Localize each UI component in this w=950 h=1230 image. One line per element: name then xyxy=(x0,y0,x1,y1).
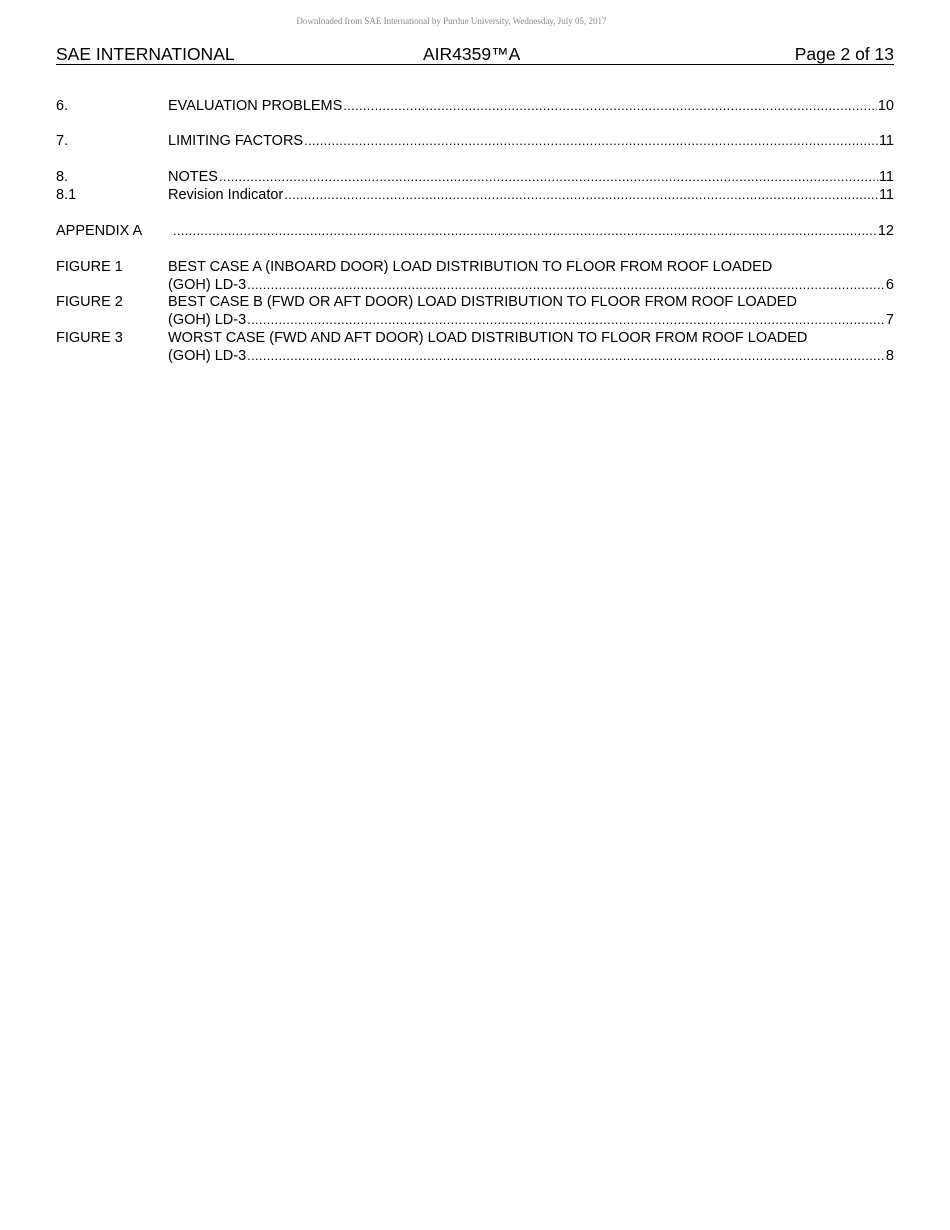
toc-leader-dots xyxy=(247,347,885,365)
toc-figure-2[interactable] xyxy=(56,293,894,311)
toc-figure-2-continued[interactable] xyxy=(56,311,894,329)
page-header xyxy=(56,44,894,65)
toc-leader-dots xyxy=(173,222,877,240)
toc-leader-dots xyxy=(304,132,878,150)
toc-entry-title: EVALUATION PROBLEMS xyxy=(168,98,343,114)
toc-figure-title: BEST CASE A (INBOARD DOOR) LOAD DISTRIBUTION TO FLOOR FROM ROOF LOADED xyxy=(168,259,773,275)
toc-entry-title: NOTES xyxy=(168,169,218,185)
toc-figure-3[interactable] xyxy=(56,329,894,347)
header-document-number: AIR4359™A xyxy=(423,44,521,64)
toc-entry-page: 10 xyxy=(877,98,894,114)
toc-figure-title: BEST CASE B (FWD OR AFT DOOR) LOAD DISTRIBUTION TO FLOOR FROM ROOF LOADED xyxy=(168,294,797,310)
toc-entry-number: 7. xyxy=(56,133,69,149)
toc-leader-dots xyxy=(284,186,878,204)
toc-entry-number: 6. xyxy=(56,98,69,114)
toc-figure-page: 6 xyxy=(885,277,894,293)
toc-leader-dots xyxy=(247,276,885,294)
toc-entry-page: 11 xyxy=(878,187,894,203)
toc-figure-number: FIGURE 2 xyxy=(56,294,123,310)
toc-figure-page: 8 xyxy=(885,348,894,364)
toc-entry-6[interactable] xyxy=(56,97,894,115)
toc-figure-title-continued: (GOH) LD-3 xyxy=(168,312,247,328)
toc-figure-1[interactable] xyxy=(56,258,894,276)
toc-entry-8[interactable] xyxy=(56,168,894,186)
toc-figure-title: WORST CASE (FWD AND AFT DOOR) LOAD DISTRIBUTION TO FLOOR FROM ROOF LOADED xyxy=(168,330,808,346)
toc-entry-title: LIMITING FACTORS xyxy=(168,133,304,149)
toc-figure-1-continued[interactable] xyxy=(56,276,894,294)
toc-entry-title: Revision Indicator xyxy=(168,187,284,203)
download-watermark: Downloaded from SAE International by Purdue University, Wednesday, July 05, 2017 xyxy=(296,16,607,26)
toc-figure-3-continued[interactable] xyxy=(56,347,894,365)
toc-entry-number: 8. xyxy=(56,169,69,185)
toc-figure-number: FIGURE 1 xyxy=(56,259,123,275)
toc-entry-number: APPENDIX A xyxy=(56,223,143,239)
toc-entry-page: 11 xyxy=(878,133,894,149)
toc-entry-appendix-a[interactable] xyxy=(56,222,894,240)
toc-entry-7[interactable] xyxy=(56,132,894,150)
toc-entry-8-1[interactable] xyxy=(56,186,894,204)
header-organization: SAE INTERNATIONAL xyxy=(56,44,235,64)
header-page-number: Page 2 of 13 xyxy=(794,44,894,64)
toc-entry-page: 12 xyxy=(877,223,894,239)
toc-figure-page: 7 xyxy=(885,312,894,328)
toc-figure-title-continued: (GOH) LD-3 xyxy=(168,348,247,364)
toc-entry-page: 11 xyxy=(878,169,894,185)
toc-figure-title-continued: (GOH) LD-3 xyxy=(168,277,247,293)
toc-figure-number: FIGURE 3 xyxy=(56,330,123,346)
toc-entry-number: 8.1 xyxy=(56,187,77,203)
toc-leader-dots xyxy=(247,311,885,329)
toc-leader-dots xyxy=(219,168,878,186)
toc-leader-dots xyxy=(343,97,877,115)
